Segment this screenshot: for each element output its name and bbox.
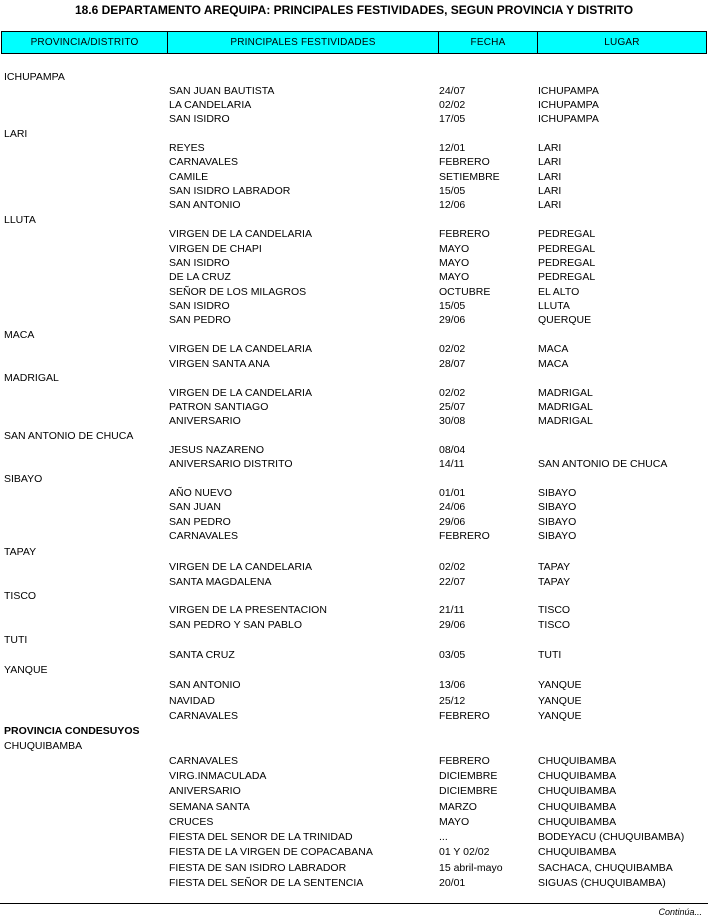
place-cell: LARI	[538, 171, 562, 183]
table-row	[0, 800, 708, 814]
place-cell: MADRIGAL	[538, 401, 593, 413]
festivity-cell: JESUS NAZARENO	[169, 444, 265, 456]
table-row	[0, 618, 708, 632]
table-row	[0, 709, 708, 723]
date-cell: 15/05	[439, 185, 466, 197]
table-row	[0, 84, 708, 98]
place-cell: PEDREGAL	[538, 243, 596, 255]
date-cell: MAYO	[439, 257, 470, 269]
place-cell: LARI	[538, 142, 562, 154]
festivity-cell: CARNAVALES	[169, 755, 239, 767]
date-cell: 08/04	[439, 444, 466, 456]
district-name: LLUTA	[4, 214, 36, 226]
festivity-cell: SAN ANTONIO	[169, 679, 241, 691]
table-row	[0, 443, 708, 457]
place-cell: YANQUE	[538, 710, 582, 722]
table-row	[0, 830, 708, 844]
date-cell: MAYO	[439, 271, 470, 283]
festivity-cell: FIESTA DEL SEÑOR DE LA SENTENCIA	[169, 877, 364, 889]
place-cell: TUTI	[538, 649, 562, 661]
date-cell: DICIEMBRE	[439, 785, 498, 797]
date-cell: OCTUBRE	[439, 286, 491, 298]
place-cell: MACA	[538, 343, 569, 355]
district-name: SAN ANTONIO DE CHUCA	[4, 430, 134, 442]
table-row	[0, 560, 708, 574]
district-name: ICHUPAMPA	[4, 71, 65, 83]
date-cell: ...	[439, 831, 448, 843]
date-cell: 29/06	[439, 314, 466, 326]
date-cell: 03/05	[439, 649, 466, 661]
festivity-cell: SAN PEDRO Y SAN PABLO	[169, 619, 303, 631]
date-cell: 25/07	[439, 401, 466, 413]
place-cell: EL ALTO	[538, 286, 580, 298]
table-row	[0, 170, 708, 184]
district-name: TAPAY	[4, 546, 37, 558]
date-cell: 17/05	[439, 113, 466, 125]
place-cell: SIBAYO	[538, 530, 577, 542]
festivity-cell: NAVIDAD	[169, 695, 215, 707]
date-cell: 15 abril-mayo	[439, 862, 503, 874]
table-row	[0, 386, 708, 400]
table-row	[0, 414, 708, 428]
place-cell: QUERQUE	[538, 314, 592, 326]
table-row	[0, 694, 708, 708]
date-cell: MAYO	[439, 243, 470, 255]
festivity-cell: SAN JUAN BAUTISTA	[169, 85, 275, 97]
table-row	[0, 155, 708, 169]
table-row	[0, 784, 708, 798]
festivity-cell: CARNAVALES	[169, 530, 239, 542]
table-row	[0, 769, 708, 783]
table-row	[0, 256, 708, 270]
festivity-cell: SAN ISIDRO	[169, 257, 230, 269]
festivity-cell: VIRGEN DE LA CANDELARIA	[169, 228, 312, 240]
place-cell: CHUQUIBAMBA	[538, 846, 617, 858]
table-row	[0, 400, 708, 414]
festivity-cell: SAN ISIDRO	[169, 113, 230, 125]
district-row	[0, 739, 708, 753]
date-cell: 22/07	[439, 576, 466, 588]
date-cell: 14/11	[439, 458, 465, 470]
date-cell: MARZO	[439, 801, 477, 813]
date-cell: 24/06	[439, 501, 466, 513]
festivity-cell: CAMILE	[169, 171, 209, 183]
place-cell: LARI	[538, 185, 562, 197]
place-cell: YANQUE	[538, 695, 582, 707]
place-cell: LARI	[538, 156, 562, 168]
festivity-cell: SAN PEDRO	[169, 516, 231, 528]
place-cell: SIBAYO	[538, 501, 577, 513]
festivity-cell: VIRGEN DE LA CANDELARIA	[169, 387, 312, 399]
festivity-cell: AÑO NUEVO	[169, 487, 233, 499]
page-title: 18.6 DEPARTAMENTO AREQUIPA: PRINCIPALES FESTIVIDADES, SEGUN PROVINCIA Y DISTRITO	[74, 3, 634, 17]
date-cell: 21/11	[439, 604, 465, 616]
festivity-cell: ANIVERSARIO	[169, 415, 241, 427]
district-name: CHUQUIBAMBA	[4, 740, 83, 752]
festivity-cell: SANTA MAGDALENA	[169, 576, 272, 588]
festivity-cell: VIRG.INMACULADA	[169, 770, 267, 782]
place-cell: PEDREGAL	[538, 271, 596, 283]
table-row	[0, 861, 708, 875]
place-cell: BODEYACU (CHUQUIBAMBA)	[538, 831, 685, 843]
district-name: SIBAYO	[4, 473, 43, 485]
district-name: TUTI	[4, 634, 28, 646]
place-cell: LARI	[538, 199, 562, 211]
table-row	[0, 313, 708, 327]
table-row	[0, 227, 708, 241]
festivity-cell: ANIVERSARIO DISTRITO	[169, 458, 293, 470]
festivity-cell: VIRGEN DE LA PRESENTACION	[169, 604, 327, 616]
festivity-cell: FIESTA DEL SENOR DE LA TRINIDAD	[169, 831, 353, 843]
district-row	[0, 545, 708, 559]
date-cell: 02/02	[439, 561, 466, 573]
table-row	[0, 270, 708, 284]
table-row	[0, 299, 708, 313]
district-name: MACA	[4, 329, 35, 341]
table-row	[0, 357, 708, 371]
place-cell: SIGUAS (CHUQUIBAMBA)	[538, 877, 666, 889]
festivity-cell: SEÑOR DE LOS MILAGROS	[169, 286, 307, 298]
festivity-cell: FIESTA DE LA VIRGEN DE COPACABANA	[169, 846, 373, 858]
place-cell: TISCO	[538, 619, 571, 631]
district-name: LARI	[4, 128, 28, 140]
festivity-cell: LA CANDELARIA	[169, 99, 252, 111]
place-cell: PEDREGAL	[538, 228, 596, 240]
table-row	[0, 754, 708, 768]
district-name: YANQUE	[4, 664, 48, 676]
date-cell: DICIEMBRE	[439, 770, 498, 782]
festivity-cell: VIRGEN DE LA CANDELARIA	[169, 561, 312, 573]
festivity-cell: SEMANA SANTA	[169, 801, 250, 813]
header-festividades: PRINCIPALES FESTIVIDADES	[168, 32, 439, 54]
place-cell: SACHACA, CHUQUIBAMBA	[538, 862, 673, 874]
header-lugar: LUGAR	[538, 32, 707, 54]
table-row	[0, 342, 708, 356]
table-row	[0, 603, 708, 617]
festivity-cell: REYES	[169, 142, 205, 154]
date-cell: 12/06	[439, 199, 466, 211]
festivity-cell: PATRON SANTIAGO	[169, 401, 269, 413]
date-cell: 20/01	[439, 877, 466, 889]
district-row	[0, 213, 708, 227]
place-cell: CHUQUIBAMBA	[538, 770, 617, 782]
place-cell: MACA	[538, 358, 569, 370]
table-row	[0, 575, 708, 589]
table-row	[0, 648, 708, 662]
date-cell: MAYO	[439, 816, 470, 828]
date-cell: 29/06	[439, 619, 466, 631]
table-row	[0, 285, 708, 299]
date-cell: 02/02	[439, 343, 466, 355]
place-cell: CHUQUIBAMBA	[538, 801, 617, 813]
festivity-cell: VIRGEN DE LA CANDELARIA	[169, 343, 312, 355]
district-row	[0, 371, 708, 385]
table-row	[0, 198, 708, 212]
festivity-cell: VIRGEN DE CHAPI	[169, 243, 262, 255]
table-row	[0, 184, 708, 198]
place-cell: SIBAYO	[538, 516, 577, 528]
date-cell: FEBRERO	[439, 228, 490, 240]
date-cell: 01/01	[439, 487, 466, 499]
district-name: MADRIGAL	[4, 372, 59, 384]
table-row	[0, 815, 708, 829]
date-cell: 25/12	[439, 695, 466, 707]
continues-note: Continúa...	[658, 907, 702, 917]
district-row	[0, 328, 708, 342]
festivity-cell: DE LA CRUZ	[169, 271, 231, 283]
date-cell: 01 Y 02/02	[439, 846, 490, 858]
date-cell: 24/07	[439, 85, 466, 97]
date-cell: 02/02	[439, 99, 466, 111]
district-row	[0, 70, 708, 84]
festivity-cell: SAN PEDRO	[169, 314, 231, 326]
district-row	[0, 472, 708, 486]
table-row	[0, 457, 708, 471]
table-row	[0, 242, 708, 256]
district-row	[0, 724, 708, 738]
festivity-cell: SAN ISIDRO LABRADOR	[169, 185, 291, 197]
table-row	[0, 515, 708, 529]
place-cell: TAPAY	[538, 561, 571, 573]
place-cell: MADRIGAL	[538, 387, 593, 399]
festivity-cell: CRUCES	[169, 816, 214, 828]
date-cell: FEBRERO	[439, 755, 490, 767]
district-row	[0, 633, 708, 647]
date-cell: 13/06	[439, 679, 466, 691]
festivity-cell: CARNAVALES	[169, 156, 239, 168]
place-cell: MADRIGAL	[538, 415, 593, 427]
date-cell: 30/08	[439, 415, 466, 427]
date-cell: 02/02	[439, 387, 466, 399]
header-provincia-distrito: PROVINCIA/DISTRITO	[2, 32, 168, 54]
district-row	[0, 663, 708, 677]
place-cell: YANQUE	[538, 679, 582, 691]
district-name: PROVINCIA CONDESUYOS	[4, 725, 140, 737]
festivity-cell: SAN ANTONIO	[169, 199, 241, 211]
place-cell: SIBAYO	[538, 487, 577, 499]
date-cell: 15/05	[439, 300, 466, 312]
place-cell: ICHUPAMPA	[538, 85, 599, 97]
header-fecha: FECHA	[439, 32, 538, 54]
place-cell: TISCO	[538, 604, 571, 616]
festivity-cell: SANTA CRUZ	[169, 649, 235, 661]
date-cell: SETIEMBRE	[439, 171, 500, 183]
place-cell: LLUTA	[538, 300, 570, 312]
date-cell: FEBRERO	[439, 710, 490, 722]
table-row	[0, 141, 708, 155]
district-row	[0, 429, 708, 443]
table-row	[0, 845, 708, 859]
festivity-cell: ANIVERSARIO	[169, 785, 241, 797]
district-row	[0, 589, 708, 603]
date-cell: 29/06	[439, 516, 466, 528]
district-name: TISCO	[4, 590, 37, 602]
festivity-cell: VIRGEN SANTA ANA	[169, 358, 270, 370]
table-row	[0, 876, 708, 890]
bottom-divider	[0, 903, 708, 904]
place-cell: SAN ANTONIO DE CHUCA	[538, 458, 668, 470]
table-row	[0, 500, 708, 514]
festivity-cell: SAN JUAN	[169, 501, 221, 513]
date-cell: 12/01	[439, 142, 466, 154]
date-cell: 28/07	[439, 358, 466, 370]
table-row	[0, 678, 708, 692]
place-cell: CHUQUIBAMBA	[538, 755, 617, 767]
place-cell: ICHUPAMPA	[538, 99, 599, 111]
table-row	[0, 486, 708, 500]
place-cell: CHUQUIBAMBA	[538, 816, 617, 828]
district-row	[0, 127, 708, 141]
table-row	[0, 112, 708, 126]
festivity-cell: SAN ISIDRO	[169, 300, 230, 312]
table-row	[0, 529, 708, 543]
date-cell: FEBRERO	[439, 530, 490, 542]
festivity-cell: CARNAVALES	[169, 710, 239, 722]
place-cell: CHUQUIBAMBA	[538, 785, 617, 797]
table-row	[0, 98, 708, 112]
place-cell: ICHUPAMPA	[538, 113, 599, 125]
place-cell: TAPAY	[538, 576, 571, 588]
festivity-cell: FIESTA DE SAN ISIDRO LABRADOR	[169, 862, 347, 874]
place-cell: PEDREGAL	[538, 257, 596, 269]
date-cell: FEBRERO	[439, 156, 490, 168]
